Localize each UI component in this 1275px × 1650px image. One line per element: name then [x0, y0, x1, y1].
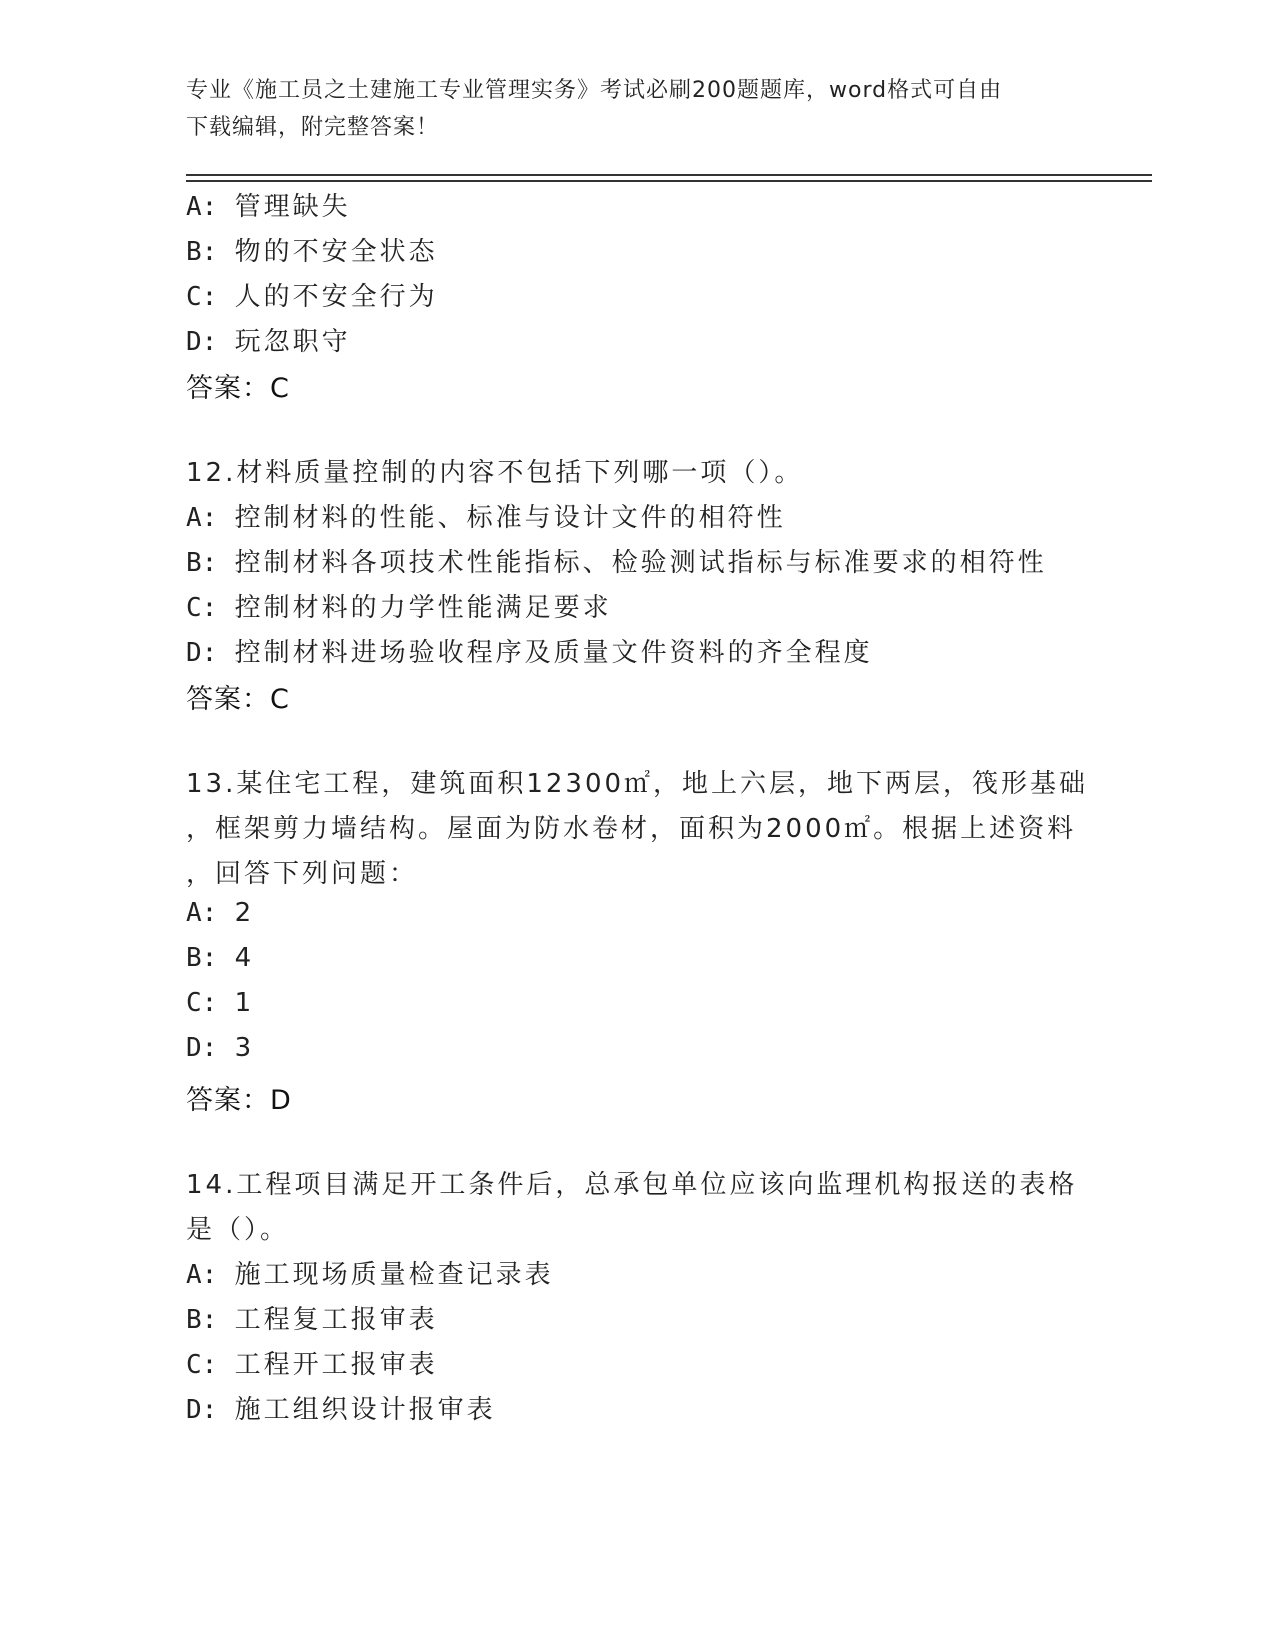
option-label: C:	[186, 593, 218, 623]
option-b	[186, 943, 254, 973]
option-label: C:	[186, 282, 218, 312]
option-label: C:	[186, 1350, 218, 1380]
option-label: A:	[186, 192, 218, 222]
option-b	[186, 231, 438, 268]
question-text: 13.某住宅工程，建筑面积12300㎡，地上六层，地下两层，筏形基础	[186, 769, 1089, 799]
option-text: 控制材料的力学性能满足要求	[223, 593, 612, 623]
option-text: 玩忽职守	[223, 327, 351, 357]
option-b	[186, 1299, 438, 1336]
option-label: A:	[186, 898, 218, 928]
option-label: B:	[186, 237, 218, 267]
option-label: B:	[186, 1305, 218, 1335]
option-c	[186, 1344, 438, 1381]
option-a	[186, 497, 786, 534]
option-text: 施工组织设计报审表	[223, 1395, 496, 1425]
option-label: A:	[186, 1260, 218, 1290]
option-c	[186, 988, 254, 1018]
option-b	[186, 542, 1047, 579]
answer-text: 答案：C	[186, 373, 290, 404]
option-label: D:	[186, 327, 218, 357]
option-d	[186, 321, 351, 358]
option-c	[186, 276, 438, 313]
option-label: A:	[186, 503, 218, 533]
option-text: 控制材料进场验收程序及质量文件资料的齐全程度	[223, 638, 873, 668]
header-rule-top	[186, 174, 1152, 176]
option-c	[186, 587, 612, 624]
option-label: B:	[186, 943, 218, 973]
document-header	[186, 72, 1066, 146]
option-a	[186, 186, 351, 223]
option-text: 1	[223, 988, 255, 1018]
header-rule-bottom	[186, 180, 1152, 182]
question-text: ，框架剪力墙结构。屋面为防水卷材，面积为2000㎡。根据上述资料	[186, 814, 1077, 844]
question-text: ，回答下列问题：	[186, 859, 419, 889]
option-text: 控制材料各项技术性能指标、检验测试指标与标准要求的相符性	[223, 548, 1047, 578]
option-text: 控制材料的性能、标准与设计文件的相符性	[223, 503, 786, 533]
option-text: 人的不安全行为	[223, 282, 438, 312]
option-label: D:	[186, 638, 218, 668]
option-d	[186, 1389, 496, 1426]
option-a	[186, 1254, 554, 1291]
header-line-1: 专业《施工员之土建施工专业管理实务》考试必刷200题题库，word格式可自由	[186, 78, 1003, 103]
question-text: 是（）。	[186, 1215, 290, 1245]
option-text: 工程开工报审表	[223, 1350, 438, 1380]
answer-text: 答案：C	[186, 684, 290, 715]
question-text: 14.工程项目满足开工条件后，总承包单位应该向监理机构报送的表格	[186, 1170, 1078, 1200]
header-line-2: 下载编辑，附完整答案！	[186, 115, 440, 140]
option-label: C:	[186, 988, 218, 1018]
option-d	[186, 632, 873, 669]
option-text: 4	[223, 943, 255, 973]
option-label: D:	[186, 1395, 218, 1425]
option-text: 管理缺失	[223, 192, 351, 222]
option-d	[186, 1033, 254, 1063]
option-label: B:	[186, 548, 218, 578]
option-text: 工程复工报审表	[223, 1305, 438, 1335]
question-text: 12.材料质量控制的内容不包括下列哪一项（）。	[186, 458, 804, 488]
option-label: D:	[186, 1033, 218, 1063]
answer-text: 答案：D	[186, 1085, 292, 1116]
option-text: 2	[223, 898, 255, 928]
option-text: 3	[223, 1033, 255, 1063]
option-a	[186, 898, 254, 928]
option-text: 物的不安全状态	[223, 237, 438, 267]
option-text: 施工现场质量检查记录表	[223, 1260, 554, 1290]
